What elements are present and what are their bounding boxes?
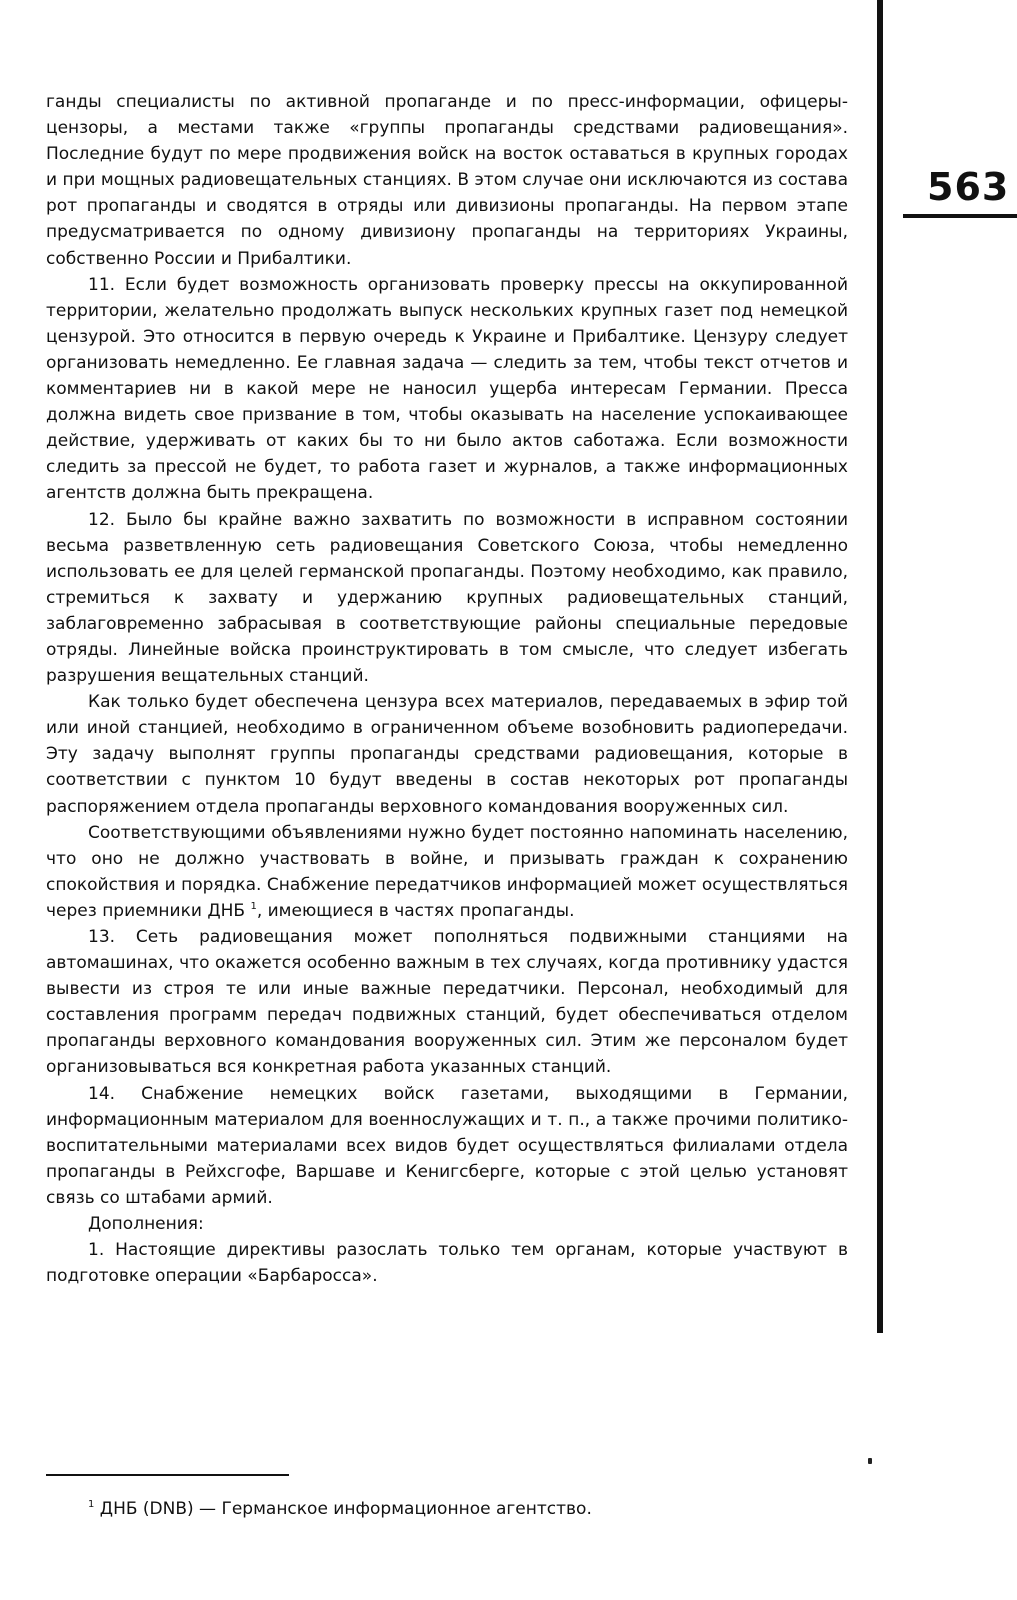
footnote-marker: 1: [88, 1499, 95, 1510]
page-number: 563: [927, 165, 1010, 209]
paragraph-12: 12. Было бы крайне важно захватить по возможности в исправном состоянии весьма разветвленную сеть радиовещания Советского Союза, чтобы немедленно использовать ее для целей германской пропаганды. Поэтому необходимо, как правило, стремиться к захвату и удержанию крупных радиовещательных станций, заблаговременно забрасывая в соответствующие районы специальные передовые отряды. Линейные войска проинструктировать в том смысле, что следует избегать разрушения вещательных станций.: [46, 509, 848, 687]
paragraph-announcements-tail: , имеющиеся в частях пропаганды.: [256, 900, 575, 921]
paragraph-14: 14. Снабжение немецких войск газетами, выходящими в Германии, информационным материалом для военнослужащих и т. п., а также прочими политико-воспитательными материалами всех видов будет осуществляться филиалами отдела пропаганды в Рейхсгофе, Варшаве и Кенигсберге, которые с этой целью установят связь со штабами армий.: [46, 1083, 848, 1208]
footnote-separator: [46, 1474, 289, 1476]
page-number-underline: [903, 214, 1017, 218]
footnote-text: ДНБ (DNB) — Германское информационное агентство.: [99, 1499, 592, 1519]
paragraph-11: 11. Если будет возможность организовать проверку прессы на оккупированной территории, желательно продолжать выпуск нескольких крупных газет под немецкой цензурой. Это относится в первую очередь к Украине и Прибалтике. Цензуру следует организовать немедленно. Ее главная задача — следить за тем, чтобы текст отчетов и комментариев ни в какой мере не наносил ущерба интересам Германии. Пресса должна видеть свое призвание в том, чтобы оказывать на население успокаивающее действие, удерживать от каких бы то ни было актов саботажа. Если возможности следить за прессой не будет, то работа газет и журналов, а также информационных агентств должна быть прекращена.: [46, 274, 848, 504]
margin-vertical-rule: [877, 0, 883, 1333]
paragraph-additions-1: 1. Настоящие директивы разослать только тем органам, которые участвуют в подготовке операции «Барбаросса».: [46, 1240, 848, 1287]
footnote: [88, 1496, 848, 1522]
paragraph-announcements-text: Соответствующими объявлениями нужно будет постоянно напоминать населению, что оно не должно участвовать в войне, и призывать граждан к сохранению спокойствия и порядка. Снабжение передатчиков информацией может осуществляться через приемники ДНБ: [46, 822, 848, 921]
paragraph-additions-heading: Дополнения:: [88, 1214, 204, 1235]
paragraph-13: 13. Сеть радиовещания может пополняться подвижными станциями на автомашинах, что окажется особенно важным в тех случаях, когда противнику удастся вывести из строя те или иные важные передатчики. Персонал, необходимый для составления программ передач подвижных станций, будет обеспечиваться отделом пропаганды верховного командования вооруженных сил. Этим же персоналом будет организовываться вся конкретная работа указанных станций.: [46, 927, 848, 1078]
paragraph-announcements: [46, 820, 848, 924]
footnote-reference: 1: [250, 900, 257, 912]
margin-mark: [868, 1458, 872, 1464]
paragraph-censorship: Как только будет обеспечена цензура всех материалов, передаваемых в эфир той или иной станцией, необходимо в ограниченном объеме возобновить радиопередачи. Эту задачу выполнят группы пропаганды средствами радиовещания, которые в соответствии с пунктом 10 будут введены в состав некоторых рот пропаганды распоряжением отдела пропаганды верховного командования вооруженных сил.: [46, 692, 848, 817]
paragraph-continuation: ганды специалисты по активной пропаганде и по пресс-информации, офицеры-цензоры, а местами также «группы пропаганды средствами радиовещания». Последние будут по мере продвижения войск на восток оставаться в крупных городах и при мощных радиовещательных станциях. В этом случае они исключаются из состава рот пропаганды и сводятся в отряды или дивизионы пропаганды. На первом этапе предусматривается по одному дивизиону пропаганды на территориях Украины, собственно России и Прибалтики.: [46, 92, 848, 269]
main-text: [46, 89, 848, 1289]
